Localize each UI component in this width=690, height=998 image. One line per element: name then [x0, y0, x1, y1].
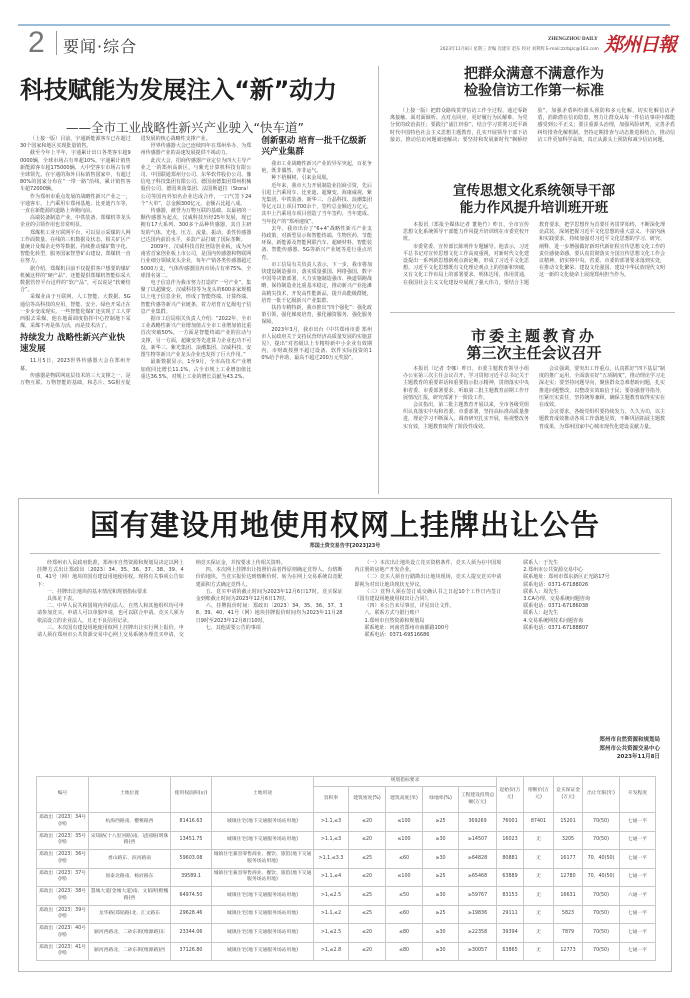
- table-cell: 7879: [554, 924, 583, 943]
- table-row: [37, 924, 656, 943]
- table-cell: 63865: [497, 942, 524, 961]
- newspaper-logo: 郑州日報: [604, 34, 677, 56]
- table-row: [37, 868, 656, 887]
- table-cell: ≥25: [423, 868, 459, 887]
- table-cell: ≥14507: [459, 831, 497, 850]
- lead-headline: 科技赋能为发展注入“新”动力: [20, 76, 337, 104]
- paragraph: 郑煤机工业互联网平台，可以显示采煤的人网工作面数量、在线的三机数据及状态，相关矿区产量统计及煤企走势等数据。持续推动煤矿数字化、智能化转型，服务国家智慧矿山建设，郑煤机一直在努力。: [20, 229, 131, 265]
- table-cell: ≥30: [423, 831, 459, 850]
- table-cell: 城镇住宅(地下交通服务场站用地): [212, 924, 314, 943]
- paragraph: 市委常委、宣传部长陈明作专题辅导。他表示，习近平总书记对宣传思想文化工作高度重视，对新时代文化建设提出一系列新思想新观点新论断，形成了习近平文化思想。习近平文化思想既有文化理论观点上的创新和突破，又有文化工作布局上的部署要求，明体达用、体用贯通，在我国社会主义文化建设中展现了强大伟力。要结合主题教育要求，把学思想作为首要任务贯穿始终，不断深化理论武装，深刻把握习近平文化思想的重大意义、丰富内涵和实践要求，持续加强对习近平文化思想的学习、研究、阐释，进一步增强做好新时代新征程宣传思想文化工作的责任感使命感。要认真贯彻落实全国宣传思想文化工作会议精神，切实将中央、省委、市委的部署要求落到实处，在推动文化繁荣、建设文化强国、建设中华民族现代文明这一新的文化使命上展现郑州担当作为。: [403, 222, 665, 286]
- table-cell: >1.1,≤3.3: [314, 850, 349, 869]
- table-cell: 64974.50: [171, 887, 212, 906]
- table-cell: ≤50: [386, 887, 423, 906]
- col-header-term: 出让年限(年): [583, 777, 620, 813]
- table-cell: ≤20: [349, 831, 386, 850]
- col-header-investment: 工程建设投资总额(万元): [459, 787, 497, 813]
- signature-line: 郑州市自然资源和规划局: [599, 737, 660, 743]
- table-cell: 无: [524, 868, 554, 887]
- paragraph: 1.郑州市自然资源和规划局: [364, 617, 425, 624]
- paragraph: （上接一版）把群众路线贯穿信访工作全过程，通过零距离接触、面对面倾听、点对点回应，更好履行为民解难、为党分忧的政治责任；要践行“浦江经验”，结合学习贯彻习近平新时代中国特色社会主义思想主题教育，扎实开展领导干部下访接访，推动信访问题就地解决；要坚持和发展新时代“枫桥经验”，加强矛盾纠纷源头预防和多元化解，切实化解信访矛盾，消除潜在信访隐患，努力让群众从每一件信访事项中都能感受到公平正义；要注重源头治理，加强风险研判，完善矛盾纠纷排查化解机制，坚持定期排查与动态推进相结合，推动信访工作更加科学高效，真正从源头上预防和减少信访问题。: [390, 108, 675, 143]
- paragraph: 世界传感器大会已连续四年在郑州举办，为郑州传感器产业的高速发展提供不竭动力。: [140, 143, 252, 157]
- table-cell: 63889: [497, 868, 524, 887]
- table-cell: ≤25: [349, 850, 386, 869]
- table-cell: 70、40(50): [583, 868, 620, 887]
- table-cell: ≤60: [386, 850, 423, 869]
- paragraph: 联系人：于先生: [523, 560, 559, 566]
- table-row: [37, 905, 656, 924]
- dateline: 2023年11月8日 星期三 责编 肖建军 赵东 校对 刘利辉 E-mail:zzrbjzc@163.com: [440, 47, 599, 52]
- col-header-use: 土地用途: [212, 777, 314, 813]
- paragraph: 扶持专精特新，我市推出“四个强化”：强化政策引领，强化梯度培育，强化融资服务，强化服务保障。: [261, 305, 372, 326]
- table-cell: ≥25: [423, 813, 459, 832]
- table-cell: 70(50): [583, 887, 620, 906]
- table-cell: 郑政出〔2023〕39号(网): [37, 905, 89, 924]
- paragraph: 我市工业战略性新兴产业的异军突起，百花争艳，既非偶然，亦非运气。: [261, 161, 372, 175]
- paragraph: 市工信局有关负责人表示，下一步，我市将加快建设制造强市，落实质量强国、网络强国、数字中国等决策部署，大力实施制造强市、换道领跑战略，保持制造业比重基本稳定，推动新兴产业抢滩高精尖技术，开发高性能新品，提升高能级群链，培育一批千亿级新兴产业集群。: [261, 261, 372, 304]
- table-cell: 城镇住宅(地下交通服务场站用地): [212, 905, 314, 924]
- paragraph: 电子信息作为我市努力打造的“一号产业”，集聚了以超聚变、汉威科技等为龙头的600多家规模以上电子信息企业，形成了智能终端、计算终端、智能传感等新兴产业链条，着力培育万亿级电子信息产业集群。: [140, 280, 252, 315]
- col-header-deposit: 竞买保证金(万元): [554, 777, 583, 813]
- header-divider: [56, 31, 57, 55]
- paragraph: 会议指出，第二批主题教育开展以来，全市各级党组织认真落实中央和省委、市委部署，坚持高标准高质量推进，理论学习不断深入，调查研究扎实开展，检视整改务实有效，主题教育取得了阶段性成效。: [403, 402, 529, 430]
- paragraph: 五、竞买申请的截止时间为2023年12月6日17时。竞买保证金到账截止时间为2023年12月6日17时。: [195, 588, 343, 603]
- table-cell: 39589.1: [171, 868, 212, 887]
- paragraph: 截至今年上半年，宇通累计出口各类客车超90000辆，全球市场占有率超10%。宇通累计销售新能源客车超175000辆，大中型客车市场占有率全球领先。在宇通的海外目标销售国家中，有超过80%的国家分布在“一带一路”沿线，累计销售客车超72000辆。: [20, 150, 131, 193]
- table-cell: >1,≤2.8: [314, 942, 349, 961]
- table-cell: 城镇住宅(地下交通服务场站用地): [212, 887, 314, 906]
- col-header-planning: 规划指标要求: [314, 777, 497, 787]
- table-cell: 70(50): [583, 942, 620, 961]
- table-cell: >1,≤2.5: [314, 924, 349, 943]
- table-cell: 六通一平: [620, 887, 656, 906]
- table-cell: 郑政出〔2023〕38号(网): [37, 887, 89, 906]
- table-cell: 29628.46: [171, 905, 212, 924]
- notice-signatures: [548, 736, 660, 762]
- table-cell: 76001: [497, 813, 524, 832]
- table-cell: 70(50): [583, 813, 620, 832]
- table-cell: ≥30: [423, 924, 459, 943]
- paragraph: （三）竞得人须在签订成交确认书之日起10个工作日内签订《国有建设用地使用权出让合同》。: [354, 588, 502, 603]
- notice-title: 国有建设用地使用权网上挂牌出让公告: [89, 508, 600, 542]
- col-header-cap-price: 熔断价(万元): [524, 777, 554, 813]
- article-1-headline: [388, 66, 680, 100]
- table-cell: 70(50): [583, 831, 620, 850]
- col-header-far: 容积率: [314, 787, 349, 813]
- paragraph: 联系人：赵先生: [523, 610, 559, 617]
- table-cell: 颍河西路北、二砂东街(维源路)东: [89, 924, 171, 943]
- paragraph: 传感器是物联网底层技术的三大支撑之一，是万物互联、万物智能的基础，和芯片、5G相互促进发展的核心战略性支撑产业。: [20, 136, 211, 387]
- table-cell: 无: [524, 831, 554, 850]
- paragraph: 本报讯（郑报全媒体记者 董艳竹）昨日，全市宣传思想文化系统领导干部能力作风提升培训班在市委党校开班。: [403, 222, 529, 243]
- land-parcel-table: [36, 776, 656, 961]
- paragraph: 具体见下表。: [47, 596, 78, 603]
- col-header-green: 绿地率(%): [423, 787, 459, 813]
- headline-line: 市委主题教育办: [470, 327, 597, 345]
- paragraph: （四）本公告未尽事宜，详见出让文件。: [364, 603, 455, 610]
- table-cell: ≥19836: [459, 905, 497, 924]
- table-cell: 70(50): [583, 924, 620, 943]
- subheading: 持续发力 战略性新兴产业快速发展: [20, 333, 125, 355]
- table-cell: 七通一平: [620, 942, 656, 961]
- signature-line: 郑州市公共资源交易中心: [599, 745, 660, 752]
- paragraph: 去年，我市出台了“6+4”战略性新兴产业支持政策，对新型显示和智能终端、生物医药、节能环保、新能源及智能网联汽车、超硬材料、智能装备、智能传感器、5G等新兴产业链等进行重点培育。: [261, 225, 372, 261]
- table-cell: 颍河西路北、二砂东街(维源路)西: [89, 942, 171, 961]
- header-rule: [18, 24, 670, 26]
- paragraph: 三、本次国有建设用地使用权网上挂牌出让实行网上报价。申请人须在郑州市公共资源交易中心网上交易系统办理竞买申请，交纳竞买保证金，并按要求上传相关资料。: [37, 560, 286, 639]
- table-cell: 杭海西路南、樱桃路西: [89, 813, 171, 832]
- table-cell: 13451.75: [171, 831, 212, 850]
- paragraph: 4.交易系统网技术问题咨询: [523, 617, 584, 624]
- table-cell: 七通一平: [620, 924, 656, 943]
- table-cell: ≤20: [349, 813, 386, 832]
- table-cell: 23344.06: [171, 924, 212, 943]
- paragraph: 本报讯（记者 李娜）昨日，市委主题教育领导小组办公室第三次主任会议召开，学习贯彻习近平总书记关于主题教育的重要讲话和重要指示批示精神，贯彻落实中央和省委、市委部署要求，听取第二批主题教育前期工作开展情况汇报，研究部署下一阶段工作。: [403, 366, 529, 401]
- table-cell: 无: [524, 887, 554, 906]
- col-header-height: 建筑高度(米): [386, 787, 423, 813]
- table-cell: 国泰北路南、杨府路东: [89, 868, 171, 887]
- paragraph: （上接一版）目前，宇通新能源客车已在超过30个国家和地区实现批量销售。: [20, 136, 131, 150]
- table-cell: 无: [524, 905, 554, 924]
- table-cell: 80881: [497, 850, 524, 869]
- table-cell: 81416.63: [171, 813, 212, 832]
- paragraph: 联系地址：郑州市郑东新区正光路17号: [523, 574, 610, 581]
- paragraph: （一）本次出让地块设立竞买资格条件，竞买人须为在中国境内注册的房地产开发企业。: [354, 560, 502, 574]
- article-2-headline: [388, 183, 680, 217]
- table-row: [37, 831, 656, 850]
- paragraph: 11月5日，2023世界传感器大会在郑州开幕。: [20, 358, 131, 372]
- paragraph: 种下梧桐树，引来金凤凰。: [271, 175, 332, 182]
- table-cell: 无: [524, 924, 554, 943]
- table-cell: 城镇住宅(地下交通服务场站用地): [212, 813, 314, 832]
- paragraph: 近年来，我市大力开展制造业招商引资，先后引进上汽乘用车、比亚迪、超聚变、海康威视、紫光集团、中铁装备、新华三、合晶科技、浪潮集团等亿元以上项目700余个，签约总金额近万亿元，其中上汽乘用车项目创造了当年签约、当年建成、当年投产的“郑州速度”。: [261, 182, 372, 225]
- paragraph: 经郑州市人民政府批准，郑州市自然资源和规划局决定以网上挂牌方式出让郑政出〔2023〕34、35、36、37、38、39、40、41号（网）地块的国有建设用地使用权。现将有关事项公告如下：: [37, 560, 184, 588]
- table-cell: 郑政出〔2023〕41号(网): [37, 942, 89, 961]
- headline-line: 能力作风提升培训班开班: [459, 200, 609, 216]
- table-cell: ≥30: [423, 887, 459, 906]
- table-cell: 无: [524, 850, 554, 869]
- paragraph: 作为郑州市重点发展的战略性新兴产业之一，宇通客车、上汽乘用车郑州基地、比亚迪汽车等，一直在新能源的道路上奔跑向前。: [20, 193, 131, 215]
- table-row: [37, 942, 656, 961]
- table-cell: ≤25: [349, 905, 386, 924]
- paragraph: 八、联系方式与银行账户: [364, 610, 420, 617]
- table-cell: 城镇住宅兼容零售商业、餐饮、旅馆(地下交通服务场站用地): [212, 850, 314, 869]
- column-divider: [378, 66, 379, 494]
- notice-doc-number: 郑国土资交易告字[2023]23号: [309, 543, 381, 549]
- col-header-density: 建筑密度(%): [349, 787, 386, 813]
- paragraph: 会议强调，要突出工作重点，认真抓好“四下基层”制度的推广运用，全面落实好“五项制度”，推动理论学习走深走实；要坚持问题导向，聚焦群众急难愁盼问题，扎实推进问题整改，以整改实效取信于民；要加强督导指导，压紧压实责任，坚持统筹兼顾，确保主题教育取得实实在在成效。: [539, 366, 665, 409]
- paragraph: 2023年3月，我市出台《中共郑州市委 郑州市人民政府关于支持民营经济高质量发展的实施意见》，提出“对省级以上专精特新中小企业有效期内，市财政按照不超过设备、软件实际投资的10%给予补助，最高不超过200万元奖励”。: [261, 326, 372, 362]
- signature-date: 2023年11月8日: [616, 754, 660, 760]
- table-cell: 12780: [554, 868, 583, 887]
- col-header-development: 开发程度: [620, 777, 656, 813]
- headline-line: 检验信访工作第一标准: [464, 83, 604, 99]
- table-cell: 香山路东、滨河路南: [89, 850, 171, 869]
- paragraph: 联系人：周先生: [523, 588, 559, 595]
- table-cell: 宋知路(十八里河路)南、冠国路(明珠路)西: [89, 831, 171, 850]
- paragraph: 联系电话：0371-67188026: [523, 581, 589, 588]
- table-cell: ≥64828: [459, 850, 497, 869]
- paragraph: 一、挂牌出让地块的基本情况和规划指标要求: [47, 588, 148, 595]
- table-cell: ≥30: [423, 942, 459, 961]
- headline-line: 宣传思想文化系统领导干部: [453, 183, 615, 199]
- table-cell: ≤25: [349, 887, 386, 906]
- table-cell: 12773: [554, 942, 583, 961]
- table-cell: ≤80: [386, 924, 423, 943]
- table-cell: ≥59767: [459, 887, 497, 906]
- table-cell: 郑政出〔2023〕35号(网): [37, 831, 89, 850]
- article-divider: [390, 312, 675, 313]
- table-cell: 16177: [554, 850, 583, 869]
- table-cell: 83153: [497, 887, 524, 906]
- paragraph: 七、其他需要公告的事项: [205, 624, 261, 631]
- paragraph: 联系电话：0371-69516686: [364, 632, 430, 639]
- table-cell: 3205: [554, 831, 583, 850]
- table-cell: 七通一平: [620, 905, 656, 924]
- table-row: [37, 850, 656, 869]
- table-cell: 37126.80: [171, 942, 212, 961]
- table-row: [37, 887, 656, 906]
- paragraph: 联系电话：0371-67186038: [523, 603, 589, 610]
- table-cell: ≤100: [386, 831, 423, 850]
- paragraph: 2.郑州市公共资源交易中心: [523, 567, 584, 574]
- table-cell: 慧城大道(金城大道)南、文韬街(楷槐路)西: [89, 887, 171, 906]
- table-cell: 59603.08: [171, 850, 212, 869]
- table-cell: 郑政出〔2023〕36号(网): [37, 850, 89, 869]
- table-cell: 39394: [497, 924, 524, 943]
- table-cell: 城镇住宅(地下交通服务场站用地): [212, 942, 314, 961]
- paragraph: 二、中华人民共和国境内外的法人、自然人和其他组织均可申请参加竞买，申请人可以单独申请，也可以联合申请。竞买人须为依法设立的企业法人，且无不良信用记录。: [37, 603, 184, 624]
- page-number: 2: [28, 26, 45, 59]
- headline-line: 把群众满意不满意作为: [464, 66, 604, 82]
- paragraph: 联系电话：0371-67188807: [523, 624, 589, 631]
- notice-rule: [30, 553, 660, 554]
- table-cell: >1.1,≤4: [314, 868, 349, 887]
- lead-article-body: [20, 136, 372, 387]
- table-cell: 无: [524, 942, 554, 961]
- table-cell: ≤20: [349, 924, 386, 943]
- paragraph: （二）竞买人须自行踏勘出让地块现场，竞买人提交竞买申请即视为对出让地块现状无异议。: [354, 574, 502, 588]
- article-3-body: [403, 366, 665, 431]
- table-cell: ≤80: [386, 942, 423, 961]
- paragraph: 采煤业由于互联网、人工智能、大数据、5G通信等高科技的应用，智能、安全、绿色开采正在一步步变成现实。一些智能化煤矿还实现了工人穿西服去采煤，他在地面调度指挥中心控制地下采煤，采煤不再是体力活，而是技术活了。: [20, 294, 131, 330]
- col-header-start-price: 起始价(万元): [497, 777, 524, 813]
- table-cell: 郑政出〔2023〕34号(网): [37, 813, 89, 832]
- paragraph: 六、挂牌报价时间：郑政出〔2023〕34、35、36、37、38、39、40、41号（网）地块挂牌报价时间均为2023年11月28日9时至2023年12月8日10时。: [195, 603, 343, 624]
- table-cell: 郑政出〔2023〕40号(网): [37, 924, 89, 943]
- paragraph: 2009年，汉威科技首批登陆创业板，成为河南省首家创业板上市公司，是国内传感器和物联网行业细分领域龙头企业，每年产销各类传感器超过5000万支，气体传感器国内市场占有率75%，全球排名第二。: [140, 244, 252, 279]
- table-cell: 16631: [554, 887, 583, 906]
- notice-body: [37, 560, 660, 639]
- paragraph: 联系地址：河南省郑州市商都路100号: [364, 624, 450, 631]
- table-cell: ≥25: [423, 905, 459, 924]
- paragraph: 会议要求，各级党组织要持续发力、久久为功，以主题教育成效推动各项工作落地见效，不断巩固拓展主题教育成果，为郑州国家中心城市现代化建设贡献力量。: [539, 409, 665, 430]
- table-cell: ≥65468: [459, 868, 497, 887]
- table-cell: ≤20: [349, 868, 386, 887]
- article-2-body: [403, 222, 665, 287]
- headline-line: 第三次主任会议召开: [466, 344, 602, 362]
- table-body: [37, 813, 656, 961]
- table-cell: 城镇住宅兼容零售商业、餐饮、旅馆(地下交通服务场站用地): [212, 868, 314, 887]
- table-cell: 15201: [554, 813, 583, 832]
- article-1-body: [390, 108, 675, 144]
- table-cell: 七通一平: [620, 868, 656, 887]
- paragraph: 高端装备制造产业，中铁装备、郑煤机等龙头企业的引领作用也非常明显。: [20, 215, 131, 229]
- paragraph: 最新数据显示，1至9月，全市高技术产业增加值同比增长11.1%，占全市规上工业增加值比重达36.5%，对规上工业的增长贡献为43.2%。: [140, 359, 252, 380]
- paragraph: 此次大会，招商传感器产业定位为四大主导产业之一的郑州高新区，与紫光计算机科技有限公司、中国联通郑州分公司、东华软件股份公司、豫信电子科技集团有限公司、德国南德集团郑州机械股份公司、德国莱茵集团、法国斯道拉（Stora）公司等国内外知名企业达成合作，一口气签下24个“大单”，总金额300亿元，金额占比超八成。: [140, 157, 252, 207]
- table-cell: 七通一平: [620, 850, 656, 869]
- paragraph: 3.CA办理、交易系统问题咨询: [523, 596, 590, 603]
- table-cell: >1,≤2.5: [314, 887, 349, 906]
- table-cell: >1.1,≤3: [314, 831, 349, 850]
- table-cell: ≤20: [349, 942, 386, 961]
- table-cell: 70(50): [583, 905, 620, 924]
- subheading: 创新驱动 培育一批千亿级新兴产业集群: [261, 136, 367, 157]
- paragraph: 据介绍，郑煤机目前不仅提供客户想要的煤矿机械这样的“硬产品”，还能提供郑煤机智能综采大数据管控平台这样的“软产品”，可以说是“软硬结合”。: [20, 265, 131, 294]
- lead-subtitle: ——全市工业战略性新兴产业驶入“快车道”: [66, 120, 304, 135]
- paragraph: 据市工信局相关负责人介绍：“2022年，全市工业战略性新兴产业增加值占全市工业增加值比重首次突破50%，一方面是智能终端产业的拉动与支撑，另一方面，超聚变等先进算力企业也功不可没。新华三、紫光集团、浪潮集团、汉威科技、安图生物等新兴产业龙头企业也发挥了巨大作用。”: [140, 316, 252, 359]
- table-cell: ≤60: [386, 905, 423, 924]
- table-cell: 16023: [497, 831, 524, 850]
- table-cell: 七通一平: [620, 813, 656, 832]
- table-cell: >1.1,≤3: [314, 813, 349, 832]
- table-cell: 29111: [497, 905, 524, 924]
- table-cell: ≥30057: [459, 942, 497, 961]
- table-cell: 369269: [459, 813, 497, 832]
- table-cell: 87401: [524, 813, 554, 832]
- table-cell: 5823: [554, 905, 583, 924]
- paragraph: 传感器，被誉为万物互联的基础。以最初的一颗传感器为起点，汉威科技历经25年发展，现已拥有17大系列、300多个品种传感器，其自主研发的气体、光电、压力、流量、振动、柔性传感器已达国内前沿水平，多款产品打破了国际垄断。: [140, 208, 252, 243]
- english-masthead: ZHENGZHOU DAILY: [548, 37, 598, 42]
- table-cell: 七通一平: [620, 831, 656, 850]
- col-header-id: 编号: [37, 777, 89, 813]
- table-cell: ≤100: [386, 813, 423, 832]
- col-header-location: 土地位置: [89, 777, 171, 813]
- table-cell: ≥22358: [459, 924, 497, 943]
- col-header-area: 使用权面积(㎡): [171, 777, 212, 813]
- table-cell: >1.1,≤2: [314, 905, 349, 924]
- paragraph: 四、本次网上挂牌出让按照价高者得原则确定竞得人。有熔断价的地块，当竞买报价达到熔断价时，转为在网上交易系统以竞配建面积方式确定竞得人。: [195, 567, 343, 588]
- article-3-headline: [388, 328, 680, 362]
- table-row: [37, 813, 656, 832]
- table-cell: 郑政出〔2023〕37号(网): [37, 868, 89, 887]
- table-cell: ≥30: [423, 850, 459, 869]
- table-cell: 城镇住宅(地下交通服务场站用地): [212, 831, 314, 850]
- section-title: 要闻·综合: [63, 37, 138, 56]
- table-cell: ≤100: [386, 868, 423, 887]
- table-cell: 70、40(50): [583, 850, 620, 869]
- table-cell: 龙华路(郑韬路)北、汇文路东: [89, 905, 171, 924]
